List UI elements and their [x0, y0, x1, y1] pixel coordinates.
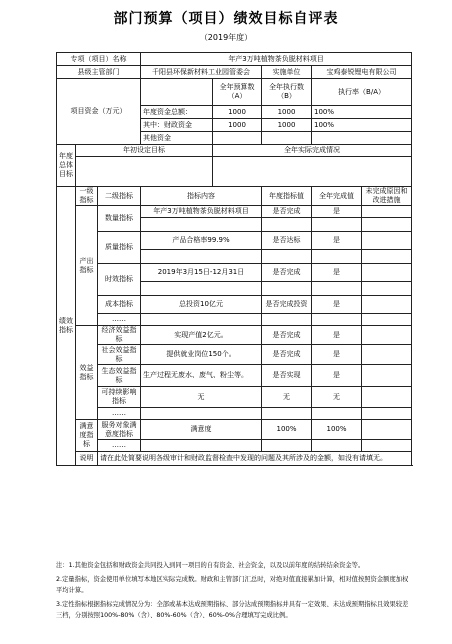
indicator-done: 是	[312, 232, 362, 250]
indicator-row	[57, 408, 412, 420]
goal-label: 年度总体目标	[57, 145, 76, 187]
funds-row-a: 1000	[213, 119, 262, 132]
funds-header-row	[57, 79, 412, 106]
funds-row-b	[262, 132, 312, 145]
remark-label: 说明	[76, 452, 98, 466]
funds-row-label: 其中：财政资金	[141, 119, 213, 132]
funds-row-a	[213, 132, 262, 145]
indicator-done: 100%	[312, 420, 362, 440]
level2-label: 时效指标	[98, 264, 141, 296]
funds-label: 项目资金（万元）	[57, 79, 141, 145]
level2-label: 可持续影响指标	[98, 387, 141, 408]
unit-label: 实施单位	[262, 66, 312, 79]
evaluation-table	[56, 52, 412, 466]
indicator-done: 无	[312, 387, 362, 408]
group-name: 效益指标	[76, 326, 98, 420]
level2-label: 生态效益指标	[98, 365, 141, 387]
indicator-row	[57, 365, 412, 387]
indicator-target: 是否完成投资	[262, 296, 312, 314]
project-name-value: 年产3万吨植物茶负脱材料项目	[141, 53, 412, 66]
indicator-header-row	[57, 187, 412, 206]
indicator-content: 产品合格率99.9%	[141, 232, 262, 250]
page-title: 部门预算（项目）绩效目标自评表	[113, 11, 339, 27]
unit-value: 宝鸡泰锐锂电有限公司	[312, 66, 412, 79]
indicator-content: 满意度	[141, 420, 262, 440]
indicator-target: 100%	[262, 420, 312, 440]
header-target: 年度指标值	[262, 187, 312, 206]
indicator-target: 是否完成	[262, 326, 312, 345]
header-level2: 二级指标	[98, 187, 141, 206]
header-content: 指标内容	[141, 187, 262, 206]
funds-row-label: 年度资金总额：	[141, 106, 213, 119]
level2-label: ……	[98, 408, 141, 420]
indicator-row	[57, 232, 412, 250]
indicator-content: 生产过程无废水、废气、粉尘等。	[141, 365, 262, 387]
indicator-row	[57, 345, 412, 365]
indicator-row	[57, 206, 412, 218]
level2-label: ……	[98, 314, 141, 326]
level2-label: ……	[98, 440, 141, 452]
notes	[56, 560, 411, 624]
project-name-label: 专项（项目）名称	[57, 53, 141, 66]
funds-row-label: 其他资金	[141, 132, 213, 145]
performance-label: 绩效指标	[57, 187, 76, 466]
indicator-target: 是否实现	[262, 365, 312, 387]
indicator-content: 总投资10亿元	[141, 296, 262, 314]
indicator-content: 年产3万吨植物茶负脱材料项目	[141, 206, 262, 218]
goal-header-row	[57, 145, 412, 157]
indicator-row	[57, 420, 412, 440]
department-row	[57, 66, 412, 79]
group-name: 满意度指标	[76, 420, 98, 452]
header-done: 全年完成值	[312, 187, 362, 206]
indicator-row	[57, 264, 412, 282]
goal-actual-header: 全年实际完成情况	[213, 145, 412, 157]
remark-row	[57, 452, 412, 466]
level2-label: 成本指标	[98, 296, 141, 314]
col-actual: 全年执行数（B）	[262, 79, 312, 106]
note-item: 2.定量指标，资金使用单位填写本地区实际完成数。财政和主管部门汇总时，对绝对值直接累加计算，相对值按照资金额度加权平均计算。	[56, 576, 409, 594]
col-budget: 全年预算数（A）	[213, 79, 262, 106]
indicator-row	[57, 314, 412, 326]
note-item: 注：1.其他资金包括和财政资金共同投入到同一项目的自有资金、社会资金，以及以前年度的结转结余资金等。	[56, 562, 365, 569]
report-year: （2019年度）	[199, 33, 253, 42]
indicator-done: 是	[312, 296, 362, 314]
indicator-content: 提供就业岗位150个。	[141, 345, 262, 365]
remark-text: 请在此处简要说明各级审计和财政监督检查中发现的问题及其所涉及的金额，如没有请填无。	[98, 452, 412, 466]
indicator-done: 是	[312, 326, 362, 345]
dept-label: 县级主管部门	[57, 66, 141, 79]
indicator-target: 是否达标	[262, 232, 312, 250]
project-name-row	[57, 53, 412, 66]
indicator-target: 无	[262, 387, 312, 408]
indicator-row	[57, 326, 412, 345]
dept-value: 千阳县环保新材料工业园管委会	[141, 66, 262, 79]
goal-content-row	[57, 157, 412, 187]
indicator-content: 2019年3月15日-12月31日	[141, 264, 262, 282]
goal-actual-content	[213, 157, 412, 187]
header-level1: 一级指标	[76, 187, 98, 206]
indicator-row	[57, 387, 412, 408]
indicator-done: 是	[312, 365, 362, 387]
funds-row-rate	[312, 132, 412, 145]
level2-label: 服务对象满意度指标	[98, 420, 141, 440]
header-reason: 未完成原因和改进措施	[362, 187, 412, 206]
indicator-row	[57, 440, 412, 452]
goal-initial-header: 年初设定目标	[76, 145, 213, 157]
funds-row-b: 1000	[262, 119, 312, 132]
level2-label: 质量指标	[98, 232, 141, 264]
indicator-content: 实现产值2亿元。	[141, 326, 262, 345]
funds-row-a: 1000	[213, 106, 262, 119]
level2-label: 经济效益指标	[98, 326, 141, 345]
col-rate: 执行率（B/A）	[312, 79, 412, 106]
indicator-target: 是否完成	[262, 206, 312, 218]
indicator-target: 是否完成	[262, 345, 312, 365]
group-name: 产出指标	[76, 206, 98, 326]
indicator-done: 是	[312, 345, 362, 365]
indicator-content: 无	[141, 387, 262, 408]
indicator-done: 是	[312, 206, 362, 218]
funds-row-b: 1000	[262, 106, 312, 119]
indicator-row	[57, 296, 412, 314]
funds-row-rate: 100%	[312, 119, 412, 132]
indicator-target: 是否完成	[262, 264, 312, 282]
level2-label: 数量指标	[98, 206, 141, 232]
goal-initial-content	[76, 157, 213, 187]
level2-label: 社会效益指标	[98, 345, 141, 365]
note-item: 3.定性指标根据指标完成情况分为：全部或基本达成预期指标、部分达成预期指标并具有一定效果、未达成预期指标且效果较差三档，分别按照100%-80%（含）、80%-60%（含）、60%-0%合理填写完成比例。	[56, 601, 409, 619]
indicator-done: 是	[312, 264, 362, 282]
funds-row-rate: 100%	[312, 106, 412, 119]
